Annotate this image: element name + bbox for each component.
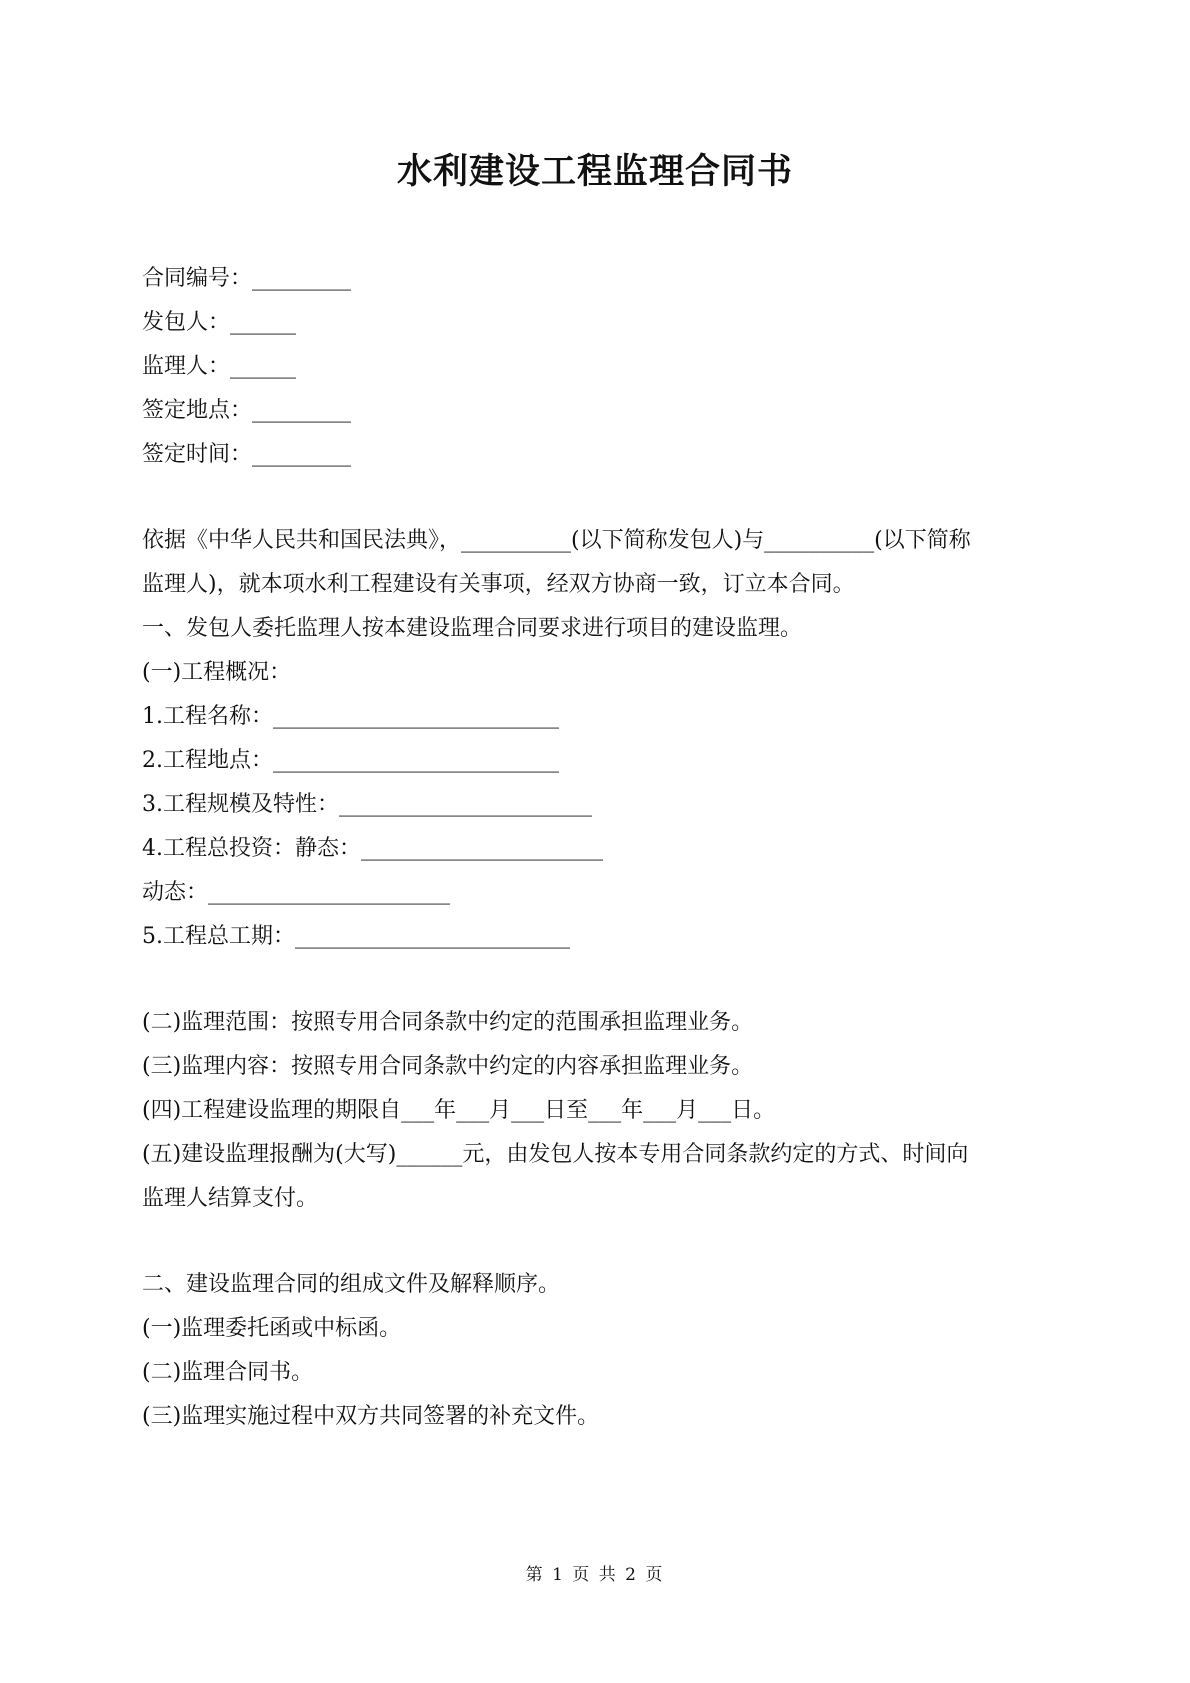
clause-period: (四)工程建设监理的期限自___年___月___日至___年___月___日。 bbox=[142, 1098, 776, 1123]
contract-number-field: 合同编号：_________ bbox=[142, 266, 352, 291]
section2-item-3: (三)监理实施过程中双方共同签署的补充文件。 bbox=[142, 1404, 600, 1429]
project-scale-field: 3.工程规模及特性：_______________________ bbox=[142, 792, 592, 817]
signing-place-field: 签定地点：_________ bbox=[142, 398, 352, 423]
intro-line-1: 依据《中华人民共和国民法典》，__________(以下简称发包人)与__________(以下简称 bbox=[142, 528, 971, 553]
total-duration-field: 5.工程总工期：_________________________ bbox=[142, 924, 570, 949]
clause-fee-line-2: 监理人结算支付。 bbox=[142, 1186, 319, 1211]
section2-heading: 二、建设监理合同的组成文件及解释顺序。 bbox=[142, 1272, 561, 1297]
project-location-field: 2.工程地点：__________________________ bbox=[142, 748, 559, 773]
employer-field: 发包人：______ bbox=[142, 310, 297, 335]
section2-item-2: (二)监理合同书。 bbox=[142, 1360, 314, 1385]
section2-item-1: (一)监理委托函或中标函。 bbox=[142, 1316, 402, 1341]
dynamic-investment-field: 动态：______________________ bbox=[142, 880, 451, 905]
section1-heading: 一、发包人委托监理人按本建设监理合同要求进行项目的建设监理。 bbox=[142, 616, 803, 641]
document-title: 水利建设工程监理合同书 bbox=[396, 151, 793, 192]
supervisor-field: 监理人：______ bbox=[142, 354, 297, 379]
signing-time-field: 签定时间：_________ bbox=[142, 442, 352, 467]
intro-line-2: 监理人)，就本项水利工程建设有关事项，经双方协商一致，订立本合同。 bbox=[142, 572, 855, 597]
clause-fee-line-1: (五)建设监理报酬为(大写)______元，由发包人按本专用合同条款约定的方式、时间向 bbox=[142, 1142, 969, 1167]
overview-heading: (一)工程概况： bbox=[142, 660, 292, 685]
clause-content: (三)监理内容：按照专用合同条款中约定的内容承担监理业务。 bbox=[142, 1054, 754, 1079]
page-footer: 第 1 页 共 2 页 bbox=[525, 1565, 665, 1585]
clause-scope: (二)监理范围：按照专用合同条款中约定的范围承担监理业务。 bbox=[142, 1010, 754, 1035]
static-investment-field: 4.工程总投资：静态：______________________ bbox=[142, 836, 603, 861]
project-name-field: 1.工程名称：__________________________ bbox=[142, 704, 559, 729]
